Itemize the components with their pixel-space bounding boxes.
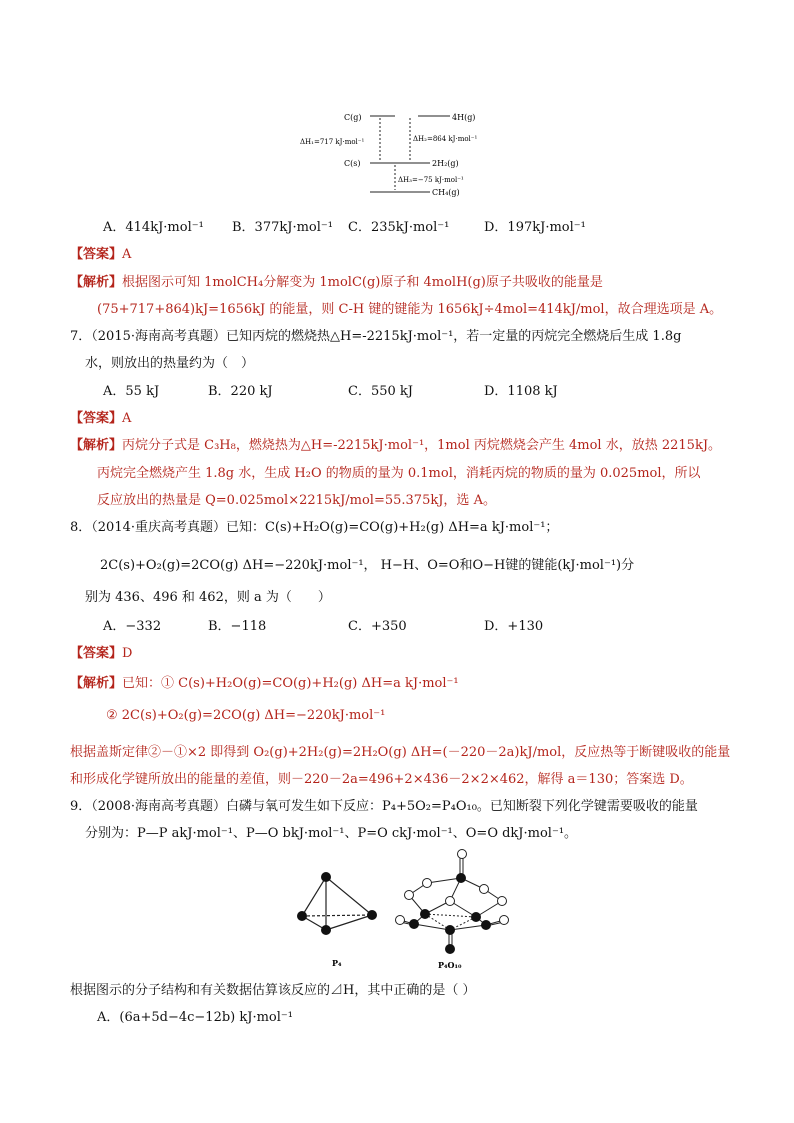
q9-stem-line2: 分别为：P—P akJ·mol⁻¹、P—O bkJ·mol⁻¹、P=O ckJ·mol⁻¹、O=O dkJ·mol⁻¹。 — [85, 826, 578, 841]
q7-answer: 【答案】A — [70, 411, 132, 426]
q8-analysis-line2: ② 2C(s)+O₂(g)=2CO(g) ΔH=−220kJ·mol⁻¹ — [106, 708, 386, 723]
q8-option-d: D．+130 — [484, 619, 544, 634]
q9-option-a: A．(6a+5d−4c−12b) kJ·mol⁻¹ — [97, 1010, 293, 1025]
q6-option-c: C．235kJ·mol⁻¹ — [348, 220, 450, 235]
p4-structure — [302, 877, 372, 930]
q9-stem-line1: 9．（2008·海南高考真题）白磷与氧可发生如下反应：P₄+5O₂=P₄O₁₀。已知断裂下列化学键需要吸收的能量 — [70, 799, 698, 814]
q6-analysis-line2: (75+717+864)kJ=1656kJ 的能量，则 C-H 键的键能为 1656kJ÷4mol=414kJ/mol，故合理选项是 A。 — [97, 302, 723, 317]
q9-question: 根据图示的分子结构和有关数据估算该反应的⊿H，其中正确的是（ ） — [70, 983, 476, 998]
p4o10-label: P₄O₁₀ — [438, 960, 462, 970]
q8-option-a: A．−332 — [103, 619, 162, 634]
q8-stem-line1: 8．（2014·重庆高考真题）已知：C(s)+H₂O(g)=CO(g)+H₂(g) ΔH=a kJ·mol⁻¹； — [70, 520, 559, 535]
dh3-label: ΔH₃=−75 kJ·mol⁻¹ — [398, 176, 464, 184]
level-ch4-gas: CH₄(g) — [432, 188, 460, 197]
q8-stem-line2: 2C(s)+O₂(g)=2CO(g) ΔH=−220kJ·mol⁻¹， H−H、O=O和O−H键的键能(kJ·mol⁻¹)分 — [100, 558, 635, 573]
q6-option-b: B．377kJ·mol⁻¹ — [232, 220, 333, 235]
level-c-solid: C(s) — [344, 159, 361, 168]
q7-analysis-line1: 【解析】丙烷分子式是 C₃H₈，燃烧热为△H=-2215kJ·mol⁻¹，1mol 丙烷燃烧会产生 4mol 水，放热 2215kJ。 — [70, 438, 722, 453]
q8-analysis-line3: 根据盖斯定律②－①×2 即得到 O₂(g)+2H₂(g)=2H₂O(g) ΔH=(－220－2a)kJ/mol，反应热等于断键吸收的能量 — [70, 745, 731, 760]
q6-option-d: D．197kJ·mol⁻¹ — [484, 220, 586, 235]
dh2-label: ΔH₂=864 kJ·mol⁻¹ — [413, 135, 478, 143]
q8-analysis-line4: 和形成化学键所放出的能量的差值，则－220－2a=496+2×436－2×2×462，解得 a＝130；答案选 D。 — [70, 772, 693, 787]
q6-option-a: A．414kJ·mol⁻¹ — [103, 220, 204, 235]
q8-answer: 【答案】D — [70, 646, 133, 661]
q7-analysis-line3: 反应放出的热量是 Q=0.025mol×2215kJ/mol=55.375kJ，选 A。 — [97, 493, 496, 508]
molecule-structures — [290, 848, 510, 970]
q8-option-b: B．−118 — [208, 619, 267, 634]
level-c-gas: C(g) — [344, 113, 362, 122]
q7-analysis-line2: 丙烷完全燃烧产生 1.8g 水，生成 H₂O 的物质的量为 0.1mol，消耗丙烷的物质的量为 0.025mol，所以 — [97, 466, 701, 481]
q7-stem-line1: 7．（2015·海南高考真题）已知丙烷的燃烧热△H=-2215kJ·mol⁻¹，若一定量的丙烷完全燃烧后生成 1.8g — [70, 329, 682, 344]
p4-label: P₄ — [332, 958, 342, 968]
q6-analysis-line1: 【解析】根据图示可知 1molCH₄分解变为 1molC(g)原子和 4molH(g)原子共吸收的能量是 — [70, 275, 603, 290]
level-2h2-gas: 2H₂(g) — [432, 159, 459, 168]
q8-option-c: C．+350 — [348, 619, 407, 634]
q7-option-d: D．1108 kJ — [484, 384, 558, 399]
energy-level-diagram — [300, 104, 520, 202]
q7-stem-line2: 水，则放出的热量约为（ ） — [85, 356, 255, 371]
q7-option-c: C．550 kJ — [348, 384, 413, 399]
dh1-label: ΔH₁=717 kJ·mol⁻¹ — [300, 138, 365, 146]
q7-option-a: A．55 kJ — [103, 384, 160, 399]
level-4h-gas: 4H(g) — [452, 113, 476, 122]
q8-analysis-line1: 【解析】已知：① C(s)+H₂O(g)=CO(g)+H₂(g) ΔH=a kJ·mol⁻¹ — [70, 676, 459, 691]
q8-stem-line3: 别为 436、496 和 462，则 a 为（ ） — [85, 590, 331, 605]
q6-answer: 【答案】A — [70, 247, 132, 262]
q7-option-b: B．220 kJ — [208, 384, 273, 399]
